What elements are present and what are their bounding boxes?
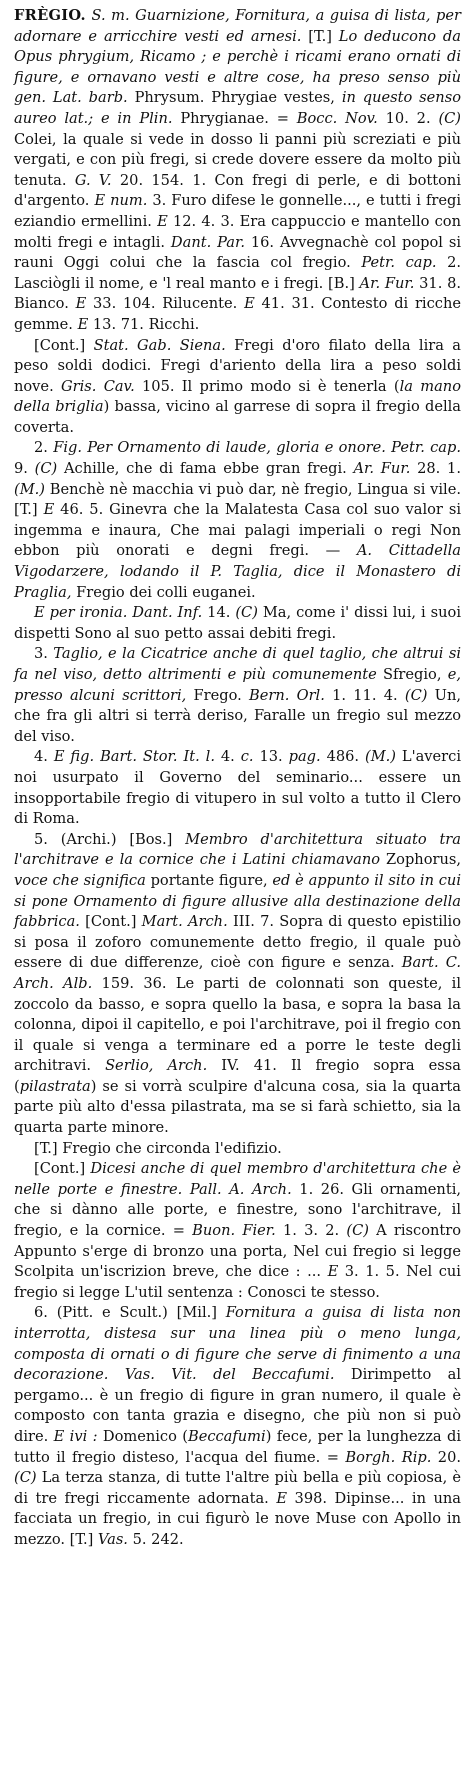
text-segment: Dant. Par. bbox=[170, 233, 251, 251]
text-segment: Bern. Orl. bbox=[249, 686, 333, 704]
text-segment: 31. 8. Bianco. bbox=[14, 274, 461, 313]
text-segment: 6. (Pitt. e Scult.) [Mil.] bbox=[34, 1304, 226, 1322]
text-segment: E bbox=[244, 295, 262, 313]
text-segment: pag. bbox=[288, 748, 327, 766]
entry-paragraph bbox=[14, 6, 461, 336]
text-segment: Domenico ( bbox=[102, 1427, 188, 1445]
text-segment: E ivi : bbox=[53, 1427, 103, 1445]
text-segment: E bbox=[276, 1489, 295, 1507]
text-segment: Dicesi anche di quel membro d'architettura che è nelle porte e finestre. Pall. A. Arch. bbox=[14, 1160, 461, 1198]
text-segment: Fregio dei colli euganei. bbox=[76, 583, 256, 601]
text-segment: Fregi d'oro filato della lira a peso soldi dodici. Fregi d'ariento della lira a peso soldi nove. bbox=[14, 336, 461, 395]
text-segment: c. bbox=[240, 748, 260, 766]
text-segment: Zophorus, bbox=[386, 851, 461, 869]
text-segment: G. V. bbox=[74, 171, 120, 189]
text-segment: 1. 11. 4. bbox=[332, 686, 405, 704]
text-segment: Phrysum. Phrygiae vestes, bbox=[134, 89, 342, 107]
text-segment: Un, che fra gli altri si terrà deriso, Faralle un fregio sul mezzo del viso. bbox=[14, 686, 462, 745]
text-segment: Dirimpetto al pergamo... è un fregio di figure in gran numero, il quale è composto con tanta grazia e disegno, che più non si può dire. bbox=[14, 1366, 461, 1445]
text-segment: Phrygianae. = bbox=[180, 109, 297, 127]
text-segment: Borgh. Rip. bbox=[345, 1448, 438, 1466]
text-segment: (C) bbox=[404, 686, 435, 704]
text-segment: 13. 71. Ricchi. bbox=[92, 315, 200, 333]
text-segment: Ar. Fur. bbox=[359, 274, 420, 292]
text-segment: in questo senso aureo lat.; e in Plin. bbox=[14, 89, 461, 127]
text-segment: A riscontro Appunto s'erge di bronzo una porta, Nel cui fregio si legge Scolpita un'iscrizion breve, che dice : ... bbox=[14, 1222, 462, 1281]
text-segment: ) fece, per la lunghezza di tutto il fregio disteso, l'acqua del fiume. = bbox=[14, 1427, 461, 1466]
text-segment: 3. Furo difese le gonnelle..., e tutti i fregi eziandio ermellini. bbox=[14, 192, 461, 230]
text-segment: (C) bbox=[34, 460, 64, 478]
text-segment: 2. Lasciògli il nome, e 'l real manto e i fregi. [B.] bbox=[14, 254, 461, 292]
text-segment: Beccafumi bbox=[187, 1427, 266, 1445]
text-segment: Serlio, Arch. bbox=[105, 1057, 222, 1075]
text-segment: 12. 4. 3. Era cappuccio e mantello con molti fregi e intagli. bbox=[14, 212, 461, 251]
text-segment: 16. Avvegnachè col popol si rauni Oggi colui che la fascia col fregio. bbox=[14, 233, 461, 272]
text-segment: 4. bbox=[34, 748, 54, 766]
text-segment: Petr. cap. bbox=[361, 254, 448, 272]
text-segment: ed è appunto il sito in cui si pone Ornamento di figure allusive alla destinazione della fabbrica. bbox=[14, 871, 461, 931]
text-segment: Lo deducono da Opus phrygium, Ricamo ; e perchè i ricami erano ornati di figure, e ornavano vesti e altre cose, ha preso senso più gen. Lat. barb. bbox=[14, 27, 461, 107]
text-segment: (M.) bbox=[365, 748, 402, 766]
text-segment: 486. bbox=[326, 748, 365, 766]
text-segment: Gris. Cav. bbox=[60, 377, 142, 395]
text-segment: 398. Dipinse... in una facciata un fregio, in cui figurò le nove Muse con Apollo in mezzo. [T.] bbox=[14, 1489, 461, 1548]
text-segment: (C) bbox=[346, 1222, 377, 1240]
text-segment: Mart. Arch. bbox=[141, 913, 233, 931]
text-segment: E num. bbox=[94, 192, 153, 210]
text-segment: 10. 2. bbox=[385, 109, 439, 127]
text-segment: [T.] bbox=[308, 27, 339, 45]
text-segment: 28. 1. bbox=[417, 460, 461, 478]
text-segment: (C) bbox=[438, 109, 461, 127]
text-segment: 20. 154. 1. Con fregi di perle, e di bottoni d'argento. bbox=[14, 171, 461, 210]
text-segment: E bbox=[77, 315, 93, 333]
text-segment: [Cont.] bbox=[34, 336, 94, 354]
text-segment: 14. bbox=[207, 604, 236, 622]
text-segment: 20. bbox=[437, 1448, 461, 1466]
entry-paragraph bbox=[14, 336, 461, 439]
text-segment: ) se si vorrà sculpire d'alcuna cosa, sia la quarta parte più alto d'essa pilastrata, ma se si farà schietto, sia la quarta parte minore. bbox=[14, 1077, 461, 1137]
text-segment: E fig. Bart. Stor. It. l. bbox=[53, 748, 221, 766]
text-segment: 9. bbox=[14, 460, 35, 478]
text-segment: 5. (Archi.) [Bos.] bbox=[34, 830, 186, 848]
text-segment: 1. 3. 2. bbox=[282, 1222, 347, 1240]
text-segment: E bbox=[75, 295, 94, 313]
text-segment: Taglio, e la Cicatrice anche di quel taglio, che altrui si fa nel viso, detto altrimenti e più comunemente bbox=[14, 645, 461, 683]
text-segment: Membro d'architettura situato tra l'architrave e la cornice che i Latini chiamavano bbox=[14, 830, 461, 869]
text-segment: Vas. bbox=[97, 1530, 133, 1548]
text-segment: [Cont.] bbox=[85, 913, 142, 931]
text-segment: 105. Il primo modo si è tenerla ( bbox=[142, 377, 400, 395]
text-segment: Bart. C. Arch. Alb. bbox=[14, 954, 461, 992]
text-segment: portante figure, bbox=[150, 871, 273, 889]
text-segment: [T.] Fregio che circonda l'edifizio. bbox=[34, 1139, 282, 1157]
text-segment: Colei, la quale si vede in dosso li panni più screziati e più vergati, e con più fregi, si crede dovere essere da molto più tenuta. bbox=[14, 130, 461, 189]
text-segment: (C) bbox=[235, 604, 263, 622]
text-segment: Benchè nè macchia vi può dar, nè fregio, Lingua si vile. [T.] bbox=[14, 480, 461, 519]
entry-paragraph bbox=[14, 1159, 461, 1303]
text-segment: Bocc. Nov. bbox=[296, 109, 386, 127]
text-segment: 5. 242. bbox=[132, 1530, 184, 1548]
text-segment: E bbox=[43, 501, 61, 519]
text-segment: Sfregio, bbox=[383, 666, 448, 683]
text-segment: e, presso alcuni scrittori, bbox=[14, 666, 462, 704]
text-segment: 46. 5. Ginevra che la Malatesta Casa col suo valor si ingemma e inaura, Che mai palagi imperiali o regi Non ebbon più onorati e degni fregi. — bbox=[14, 501, 461, 560]
text-segment: Fig. Per Ornamento di laude, gloria e onore. Petr. cap. bbox=[53, 439, 461, 457]
text-segment: (M.) bbox=[14, 480, 50, 498]
entry-paragraph bbox=[14, 603, 461, 644]
text-segment: 159. 36. Le parti de colonnati son queste, il zoccolo da basso, e sopra quello la basa, e sopra la basa la colonna, dipoi il capitello, e poi l'architrave, poi il fregio con il quale si venga a terminare ed a porre le teste degli architravi. bbox=[14, 974, 461, 1075]
text-segment: pilastrata bbox=[19, 1077, 91, 1095]
text-segment: Ma, come i' dissi lui, i suoi dispetti Sono al suo petto assai debiti fregi. bbox=[14, 604, 461, 642]
text-segment: L'averci noi usurpato il Governo del seminario... essere un insopportabile fregio di vitupero in sul volto a tutto il Clero di Roma. bbox=[14, 748, 461, 828]
text-segment: S. m. Guarnizione, Fornitura, a guisa di lista, per adornare e arricchire vesti ed arnesi. bbox=[14, 7, 461, 45]
text-segment: IV. 41. Il fregio sopra essa ( bbox=[14, 1057, 461, 1095]
text-segment: [Cont.] bbox=[34, 1160, 91, 1178]
text-segment: 1. 26. Gli ornamenti, che si dànno alle porte, e finestre, sono l'architrave, il fregio, e la cornice. = bbox=[14, 1180, 462, 1240]
text-segment: Ar. Fur. bbox=[353, 460, 418, 478]
entry-paragraph bbox=[14, 747, 461, 829]
text-segment: III. 7. Sopra di questo epistilio si posa il zoforo comunemente detto fregio, il quale può essere di due differenze, cioè con figure e senza. bbox=[14, 913, 461, 972]
text-segment: 3. 1. 5. Nel cui fregio si legge L'util sentenza : Conosci te stesso. bbox=[14, 1263, 461, 1301]
entry-paragraph bbox=[14, 1303, 461, 1550]
text-segment: (C) bbox=[14, 1469, 42, 1487]
entry-paragraph bbox=[14, 644, 461, 747]
text-segment: 41. 31. Contesto di ricche gemme. bbox=[14, 295, 461, 333]
entry-paragraph bbox=[14, 438, 461, 603]
text-segment: E bbox=[157, 212, 173, 230]
text-segment: la mano della briglia bbox=[14, 377, 461, 416]
text-segment: 33. 104. Rilucente. bbox=[93, 295, 245, 313]
text-segment: Stat. Gab. Siena. bbox=[93, 336, 235, 354]
text-segment: voce che significa bbox=[14, 871, 151, 889]
text-segment: 13. bbox=[259, 748, 289, 766]
text-segment: E per ironia. Dant. Inf. bbox=[34, 604, 208, 622]
text-segment: 2. bbox=[34, 439, 54, 457]
headword: FRÈGIO. bbox=[14, 7, 86, 24]
text-segment: 4. bbox=[220, 748, 241, 766]
text-segment: Achille, che di fama ebbe gran fregi. bbox=[63, 460, 354, 478]
text-segment: Frego. bbox=[193, 686, 250, 704]
entry-paragraph bbox=[14, 1139, 461, 1160]
text-segment: 3. bbox=[34, 645, 54, 663]
text-segment: A. Cittadella Vigodarzere, lodando il P. Taglia, dice il Monastero di Praglia, bbox=[14, 542, 461, 601]
text-segment: La terza stanza, di tutte l'altre più bella e più copiosa, è di tre fregi riccamente adornata. bbox=[14, 1469, 461, 1507]
entry-paragraph bbox=[14, 830, 461, 1139]
text-segment: Buon. Fier. bbox=[192, 1222, 283, 1240]
text-segment: E bbox=[327, 1263, 345, 1281]
text-segment: Fornitura a guisa di lista non interrotta, distesa sur una linea più o meno lunga, composta di ornati o di figure che serve di finimento a una decorazione. Vas. Vit. del Beccafumi. bbox=[14, 1304, 461, 1384]
text-segment: ) bassa, vicino al garrese di sopra il fregio della coverta. bbox=[14, 398, 461, 436]
